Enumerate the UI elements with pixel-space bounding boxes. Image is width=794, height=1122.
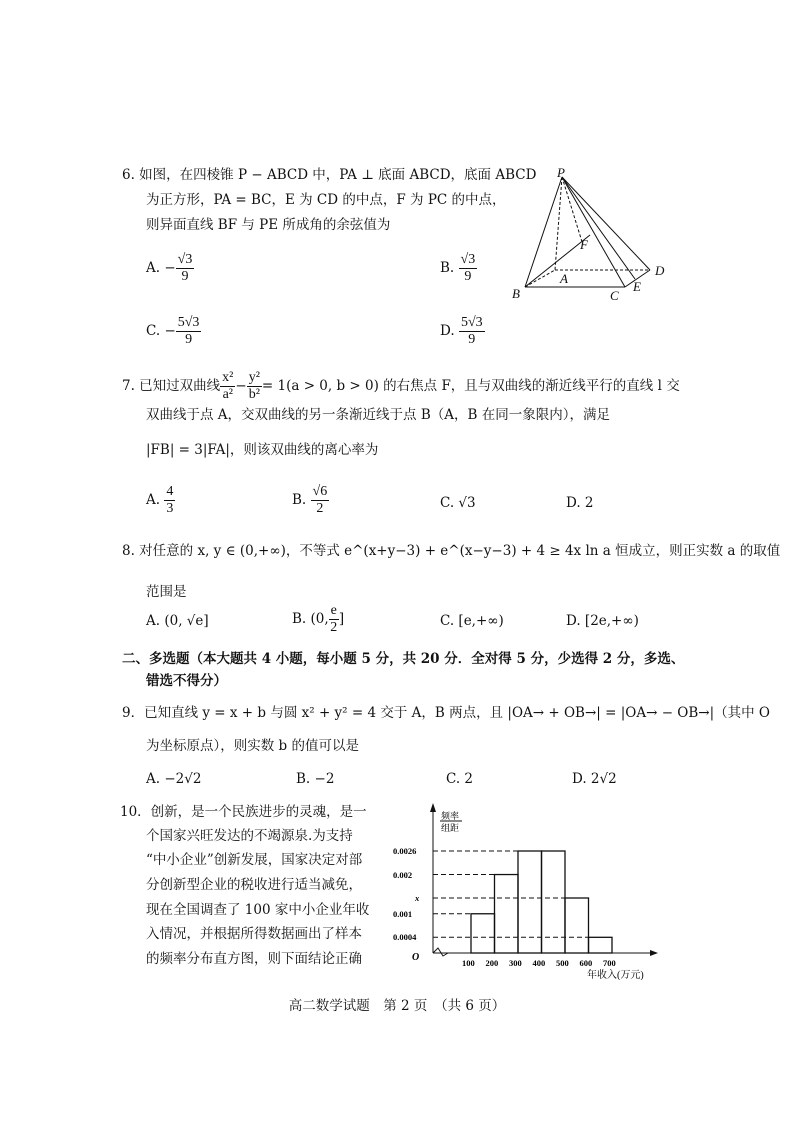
q9-line1: 9．已知直线 y = x + b 与圆 x² + y² = 4 交于 A，B 两点，且 |OA→ + OB→| = |OA→ − OB→|（其中 O [122,705,770,721]
q9-option-c: C. 2 [446,771,474,787]
x-axis-arrow [650,950,658,956]
axis-break [433,948,448,956]
q6-option-a: A. − $\frac{√3}{9}$ [146,252,193,284]
histogram [390,800,690,980]
q8-line1: 8. 对任意的 x, y ∈ (0,+∞)，不等式 e^(x+y−3) + e^(x−y−3) + 4 ≥ 4x ln a 恒成立，则正实数 a 的取值 [122,543,781,559]
q8-option-b: B. (0, $\frac{e}{2}$ ] [292,603,345,635]
q8-line2: 范围是 [146,584,187,600]
q9-option-b: B. −2 [296,771,335,787]
histogram-bar [565,898,589,953]
y-tick-label: 0.0004 [393,932,417,942]
q10-line: 的频率分布直方图，则下面结论正确 [146,951,362,967]
x-tick-label: 400 [532,958,546,968]
q7-line2: 双曲线于点 A，交双曲线的另一条渐近线于点 B（A，B 在同一象限内），满足 [146,407,610,423]
q10-line: 现在全国调查了 100 家中小企业年收 [146,902,370,918]
y-axis-arrow [430,803,436,812]
q7-line3: |FB| = 3|FA|，则该双曲线的离心率为 [146,442,379,458]
q9-option-a: A. −2√2 [146,771,202,787]
pyramid-figure [505,165,680,305]
x-tick-label: 600 [579,958,593,968]
x-tick-label: 700 [603,958,616,968]
y-tick-label: x [415,893,420,903]
label-a: A [560,271,568,286]
y-tick-label: 0.002 [393,870,413,880]
section-heading-line2: 错选不得分） [146,673,227,689]
label-p: P [557,165,565,180]
q7-option-d: D. 2 [566,495,594,511]
q9-option-d: D. 2√2 [572,771,617,787]
histogram-bar [471,914,495,953]
q10-line: 分创新型企业的税收进行适当减免， [146,877,362,893]
q8-option-d: D. [2e,+∞) [566,613,639,629]
q10-line: 入情况，并根据所得数据画出了样本 [146,926,362,942]
q6-line2: 为正方形，PA = BC，E 为 CD 的中点，F 为 PC 的中点， [146,192,506,208]
q10-line: “中小企业”创新发展，国家决定对部 [146,852,363,868]
q7-option-c: C. √3 [440,495,476,511]
q10-line: 10．创新，是一个民族进步的灵魂，是一 [120,804,367,820]
q6-option-b: B. $\frac{√3}{9}$ [440,252,476,284]
ylabel-denominator: 组距 [441,823,460,833]
label-e: E [633,279,641,294]
x-axis-label: 年收入(万元) [587,970,644,980]
section-heading-multi-choice: 二、多选题（本大题共 4 小题，每小题 5 分，共 20 分．全对得 5 分，少选得 2 分，多选、 [122,651,685,667]
y-tick-label: 0.0026 [393,846,417,856]
ylabel-numerator: 频率 [441,811,460,821]
origin-label: O [412,952,420,963]
x-tick-label: 500 [556,958,569,968]
page-footer: 高二数学试题 第 2 页 （共 6 页） [288,998,506,1014]
q7-line1: 7. 已知过双曲线 $\frac{\text{x²}}{\text{a²}}$ − $\frac{\text{y²}}{\text{b²}}$ = 1(a > 0, b > 0) 的右焦点 F，且与双曲线的渐近线平行的直线 l 交 [122,370,680,402]
q7-option-a: A. $\frac{4}{3}$ [146,484,174,516]
histogram-bar [495,875,519,953]
x-tick-label: 300 [509,958,522,968]
y-tick-label: 0.001 [393,909,413,919]
q6-line3: 则异面直线 BF 与 PE 所成角的余弦值为 [146,217,391,233]
q6-line1: 6. 如图，在四棱锥 P − ABCD 中，PA ⊥ 底面 ABCD，底面 ABCD [122,167,537,183]
q8-option-a: A. (0, √e] [146,613,209,629]
label-c: C [610,288,619,303]
x-tick-label: 100 [462,958,475,968]
x-tick-label: 200 [485,958,499,968]
q7-option-b: B. $\frac{√6}{2}$ [292,484,328,516]
q10-line: 个国家兴旺发达的不竭源泉.为支持 [146,828,353,844]
q8-option-c: C. [e,+∞) [440,613,504,629]
label-f: F [580,237,588,252]
q6-option-d: D. $\frac{5√3}{9}$ [440,315,483,347]
q9-line2: 为坐标原点），则实数 b 的值可以是 [146,738,359,754]
label-d: D [655,263,665,278]
q6-option-c: C. − $\frac{5√3}{9}$ [146,315,200,347]
label-b: B [512,286,520,301]
histogram-bar [589,937,613,953]
